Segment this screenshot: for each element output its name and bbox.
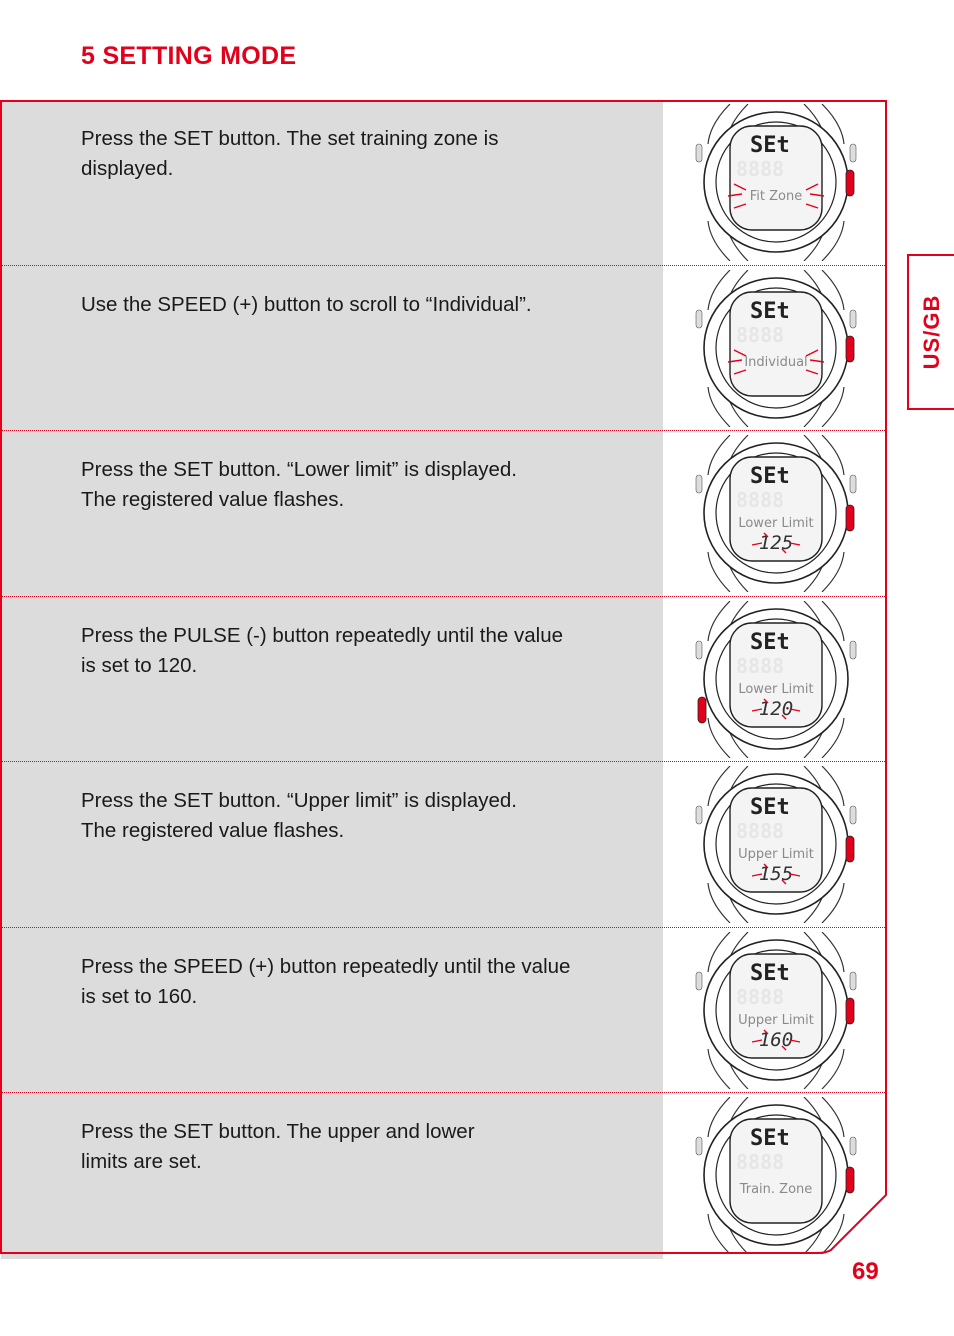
lcd-label-text: Upper Limit	[738, 847, 814, 862]
steps-frame	[0, 100, 887, 1254]
lcd-value-text: 155	[758, 863, 794, 885]
lcd-segment-ghost: 8888	[736, 157, 785, 181]
section-title: 5 SETTING MODE	[81, 42, 297, 70]
step-instruction: Use the SPEED (+) button to scroll to “Individual”.	[81, 292, 532, 316]
step-instruction: Press the SET button. The upper and lower limits are set.	[81, 1120, 475, 1173]
language-tab-label: US/GB	[918, 294, 944, 370]
lcd-top-text: SEt	[750, 795, 790, 820]
lcd-segment-ghost: 8888	[736, 322, 785, 347]
lcd-segment-ghost: 8888	[736, 488, 785, 512]
step-instruction: Press the PULSE (-) button repeatedly until the value is set to 120.	[81, 623, 564, 677]
lcd-label-text: Fit Zone	[749, 189, 803, 204]
frame-border	[0, 100, 887, 1254]
lcd-label-text: Lower Limit	[738, 681, 814, 697]
page-number: 69	[852, 1258, 879, 1285]
lcd-top-text: SEt	[750, 629, 790, 655]
step-instruction: Press the SET button. “Upper limit” is displayed. The registered value flashes.	[81, 789, 517, 842]
lcd-label-text: Upper Limit	[738, 1012, 814, 1028]
lcd-top-text: SEt	[750, 464, 790, 489]
lcd-label-text: Individual	[744, 354, 808, 370]
lcd-label-text: Lower Limit	[738, 516, 814, 531]
lcd-top-text: SEt	[750, 133, 790, 158]
lcd-segment-ghost: 8888	[736, 984, 785, 1009]
lcd-segment-ghost: 8888	[736, 653, 785, 678]
lcd-value-text: 125	[758, 532, 794, 554]
lcd-label-text: Train. Zone	[739, 1182, 813, 1197]
language-tab[interactable]	[907, 254, 954, 410]
lcd-value-text: 160	[758, 1028, 794, 1051]
step-instruction: Press the SET button. The set training zone is displayed.	[81, 127, 499, 180]
lcd-top-text: SEt	[750, 1126, 790, 1151]
step-instruction: Press the SET button. “Lower limit” is displayed. The registered value flashes.	[81, 458, 517, 511]
lcd-segment-ghost: 8888	[736, 1150, 785, 1174]
lcd-segment-ghost: 8888	[736, 819, 785, 843]
lcd-value-text: 120	[758, 697, 794, 720]
lcd-top-text: SEt	[750, 298, 790, 324]
step-instruction: Press the SPEED (+) button repeatedly until the value is set to 160.	[81, 954, 571, 1008]
lcd-top-text: SEt	[750, 960, 790, 986]
